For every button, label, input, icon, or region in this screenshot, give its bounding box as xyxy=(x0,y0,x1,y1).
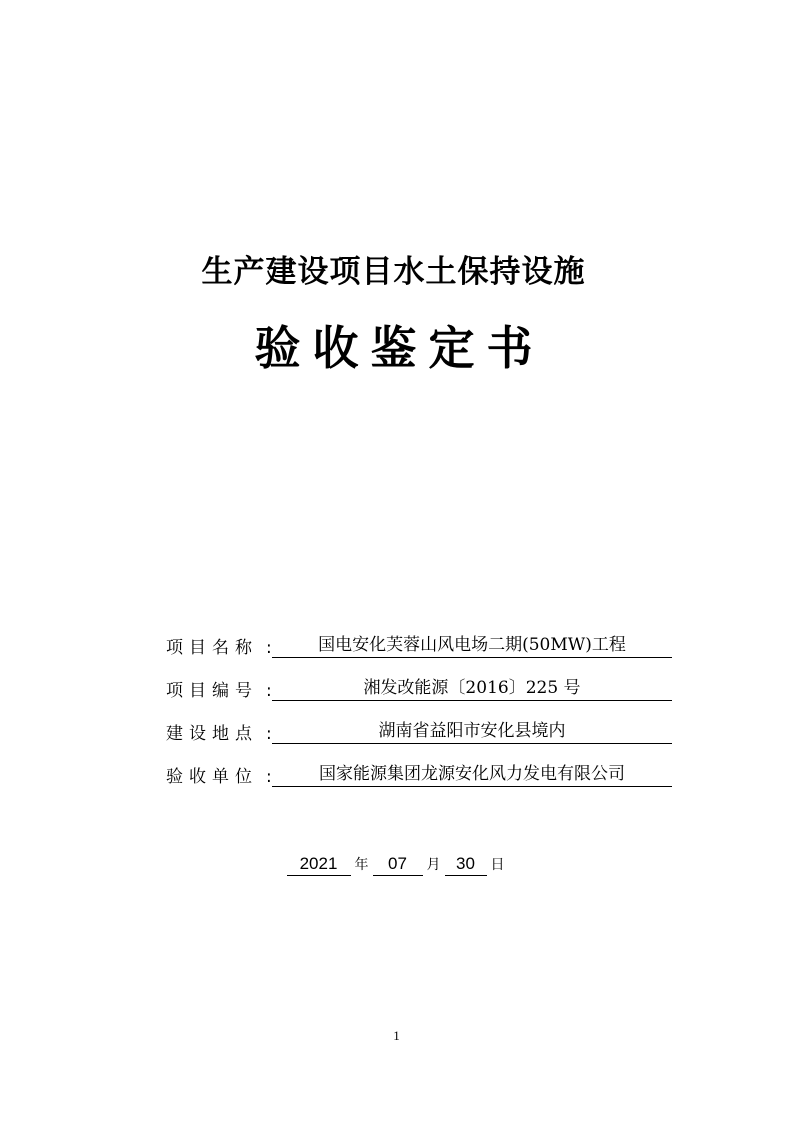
info-colon: : xyxy=(266,724,272,744)
date-month-unit: 月 xyxy=(426,857,441,873)
info-row-project-name xyxy=(166,615,676,658)
info-colon: : xyxy=(266,767,272,787)
page-number: 1 xyxy=(393,1028,400,1043)
info-label-construction-site: 建设地点 xyxy=(166,724,258,744)
info-colon: : xyxy=(266,638,272,658)
document-date xyxy=(0,853,793,876)
info-value-construction-site: 湖南省益阳市安化县境内 xyxy=(272,720,672,744)
info-label-project-number: 项目编号 xyxy=(166,681,258,701)
date-month: 07 xyxy=(373,853,423,876)
info-colon: : xyxy=(266,681,272,701)
info-row-construction-site xyxy=(166,701,676,744)
info-label-acceptance-unit: 验收单位 xyxy=(166,767,258,787)
info-value-acceptance-unit: 国家能源集团龙源安化风力发电有限公司 xyxy=(272,763,672,787)
info-row-acceptance-unit xyxy=(166,744,676,787)
date-day-unit: 日 xyxy=(490,857,505,873)
info-row-project-number xyxy=(166,658,676,701)
info-label-project-name: 项目名称 xyxy=(166,638,258,658)
date-year: 2021 xyxy=(287,853,351,876)
date-day: 30 xyxy=(445,853,487,876)
info-value-project-number: 湘发改能源〔2016〕225 号 xyxy=(272,677,672,701)
document-title: 生产建设项目水土保持设施 xyxy=(201,254,586,290)
project-info-block xyxy=(166,615,676,787)
info-value-project-name: 国电安化芙蓉山风电场二期(50MW)工程 xyxy=(272,634,672,658)
date-year-unit: 年 xyxy=(354,857,369,873)
document-subtitle: 验收鉴定书 xyxy=(254,321,545,375)
